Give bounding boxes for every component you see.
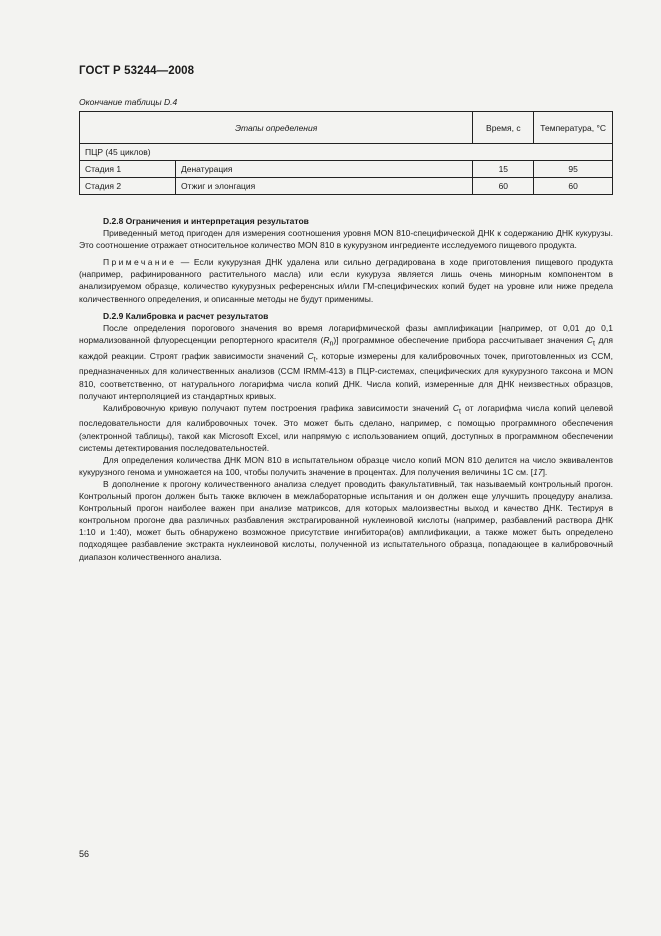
text-run: Калибровочную кривую получают путем построения графика зависимости значений xyxy=(103,402,453,413)
note-text: — Если кукурузная ДНК удалена или сильно деградирована в ходе приготовления пищевого продукта (например, рафинированного растительного масла) или если кукуруза является лишь очень минорным компонентом в анализируемом образце, количество кукурузных референсных и/или ГМ-специфических копий будет на уровне или ниже предела количественного определения, и описанные методы не будут применимы. xyxy=(79,257,613,304)
stage-cell: Стадия 2 xyxy=(80,178,176,195)
page-number: 56 xyxy=(79,849,90,859)
paragraph: Приведенный метод пригоден для измерения соотношения уровня MON 810-специфической ДНК к содержанию ДНК кукурузы. Это соотношение отражает относительное количество MON 810 в кукурузном ингредиенте исследуемого пищевого продукта. xyxy=(79,228,613,251)
text-run: Для определения количества ДНК MON 810 в испытательном образце число копий MON 810 делится на число эквивалентов кукурузного генома и умножается на 100, чтобы получить значение в процентах. Для получения величины 1C см. [ xyxy=(79,454,613,477)
subscript: t xyxy=(593,339,595,348)
symbol-ct: C xyxy=(452,402,459,413)
column-header-temperature: Температура, °C xyxy=(534,112,613,144)
pcr-stages-table xyxy=(79,111,613,195)
symbol-rn: R xyxy=(323,334,330,345)
symbol-ct: C xyxy=(586,334,593,345)
paragraph xyxy=(79,454,613,478)
time-cell: 15 xyxy=(473,161,534,178)
stage-name-cell: Денатурация xyxy=(176,161,473,178)
text-run: для каждой реакции. Строят график зависимости значений xyxy=(79,334,613,361)
pcr-group-label: ПЦР (45 циклов) xyxy=(80,144,613,161)
text-run: После определения порогового значения во время логарифмической фазы амплификации [например, от 0,01 до 0,1 нормализованной флуоресценции репортерного красителя ( xyxy=(79,322,613,345)
subscript: t xyxy=(313,355,316,364)
note-label: Примечание xyxy=(103,257,177,268)
time-cell: 60 xyxy=(473,178,534,195)
stage-name-cell: Отжиг и элонгация xyxy=(176,178,473,195)
table-row xyxy=(80,178,613,195)
subscript: t xyxy=(458,407,461,416)
stage-cell: Стадия 1 xyxy=(80,161,176,178)
subscript: n xyxy=(329,339,334,348)
note-paragraph xyxy=(79,256,613,304)
section-heading-d29: D.2.9 Калибровка и расчет результатов xyxy=(103,310,269,321)
table-row xyxy=(80,161,613,178)
text-run: )] программное обеспечение прибора рассчитывает значения xyxy=(333,334,587,345)
document-body xyxy=(79,212,613,563)
temperature-cell: 60 xyxy=(534,178,613,195)
reference-number: 17 xyxy=(533,466,543,477)
temperature-cell: 95 xyxy=(534,161,613,178)
column-header-stages: Этапы определения xyxy=(80,112,473,144)
paragraph: В дополнение к прогону количественного анализа следует проводить факультативный, так называемый контрольный прогон. Контрольный прогон должен быть также включен в межлабораторные испытания и он должен еще улучшить процедуру анализа. Контрольный прогон наиболее важен при анализе матриксов, для которых малоизвестны выход и качество ДНК. Тестируя в контрольном прогоне два различных разбавления экстрагированной нуклеиновой кислоты (например, разбавлений раствора ДНК 1:10 и 1:40), может быть обнаружено возможное присутствие ингибитора(ов) амплификации, а также может быть определено подходящее разбавление экстракта нуклеиновой кислоты, полученной из испытательного образца, попадающее в калибровочный диапазон количественного анализа. xyxy=(79,478,613,562)
paragraph xyxy=(79,322,613,402)
table-caption: Окончание таблицы D.4 xyxy=(79,97,178,107)
document-code: ГОСТ Р 53244—2008 xyxy=(79,65,195,77)
section-heading-d28: D.2.8 Ограничения и интерпретация результатов xyxy=(103,216,309,226)
table-group-row xyxy=(80,144,613,161)
column-header-time: Время, с xyxy=(473,112,534,144)
text-run: от логарифма числа копий целевой последовательности для калибровочных точек. Это может быть сделано, например, с помощью программного обеспечения (электронной таблицы), такой как Microsoft Excel, или напрямую с использованием опций, доступных в программном обеспечении системы детектирования последовательностей. xyxy=(79,402,613,453)
text-run: , которые измерены для калибровочных точек, приготовленных из CCM, предназначенных для количественных анализов (CCM IRMM-413) в ПЦР-системах, специфических для кукурузного таксона и MON 810, соответственно, от натурального логарифма числа копий ДНК. Числа копий, измеренные для ДНК неизвестных образцов, получают интерполяцией из стандартных кривых. xyxy=(79,350,613,401)
symbol-ct: C xyxy=(307,350,314,361)
table-header-row xyxy=(80,112,613,144)
text-run: ]. xyxy=(542,466,548,477)
paragraph xyxy=(79,402,613,454)
